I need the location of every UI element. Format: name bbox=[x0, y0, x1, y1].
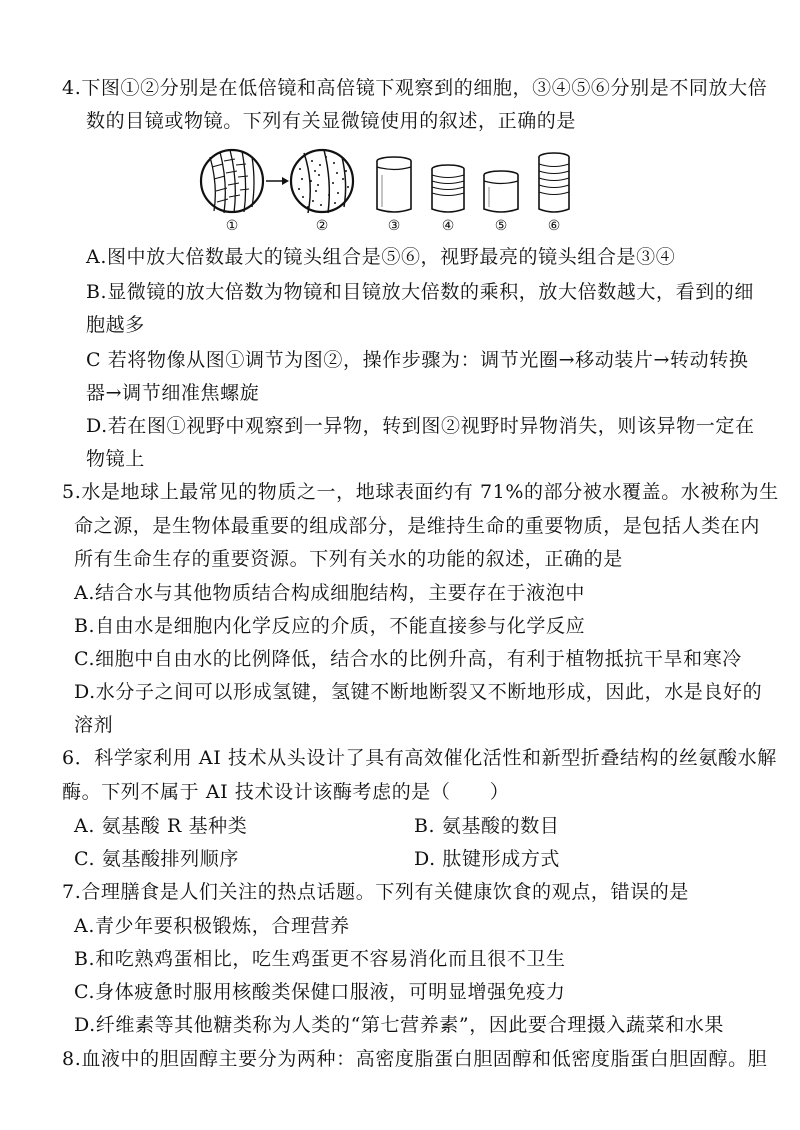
q5-stem-line-1: 5.水是地球上最常见的物质之一，地球表面约有 71%的部分被水覆盖。水被称为生 bbox=[62, 481, 779, 503]
q6-option-d: D. 肽键形成方式 bbox=[414, 848, 561, 870]
q7-option-a: A.青少年要积极锻炼，合理营养 bbox=[74, 915, 350, 937]
q7-stem: 7.合理膳食是人们关注的热点话题。下列有关健康饮食的观点，错误的是 bbox=[62, 881, 689, 903]
low-power-view-image bbox=[201, 150, 263, 213]
q5-stem-line-2: 命之源，是生物体最重要的组成部分，是维持生命的重要物质，是包括人类在内 bbox=[74, 515, 761, 537]
q4-stem-line-1: 4.下图①②分别是在低倍镜和高倍镜下观察到的细胞，③④⑤⑥分别是不同放大倍 bbox=[62, 77, 768, 99]
q6-option-b: B. 氨基酸的数目 bbox=[414, 815, 560, 837]
q5-option-c: C.细胞中自由水的比例降低，结合水的比例升高，有利于植物抵抗干旱和寒冷 bbox=[74, 648, 742, 670]
q6-option-c: C. 氨基酸排列顺序 bbox=[74, 848, 239, 870]
q7-option-b: B.和吃熟鸡蛋相比，吃生鸡蛋更不容易消化而且很不卫生 bbox=[74, 948, 566, 970]
q7-option-d: D.纤维素等其他糖类称为人类的“第七营养素”，因此要合理摄入蔬菜和水果 bbox=[74, 1014, 725, 1036]
q5-option-d-line-1: D.水分子之间可以形成氢键，氢键不断地断裂又不断地形成，因此，水是良好的 bbox=[74, 681, 763, 703]
figure-label-5: ⑤ bbox=[494, 218, 508, 234]
eyepiece-3-icon bbox=[377, 157, 411, 212]
q4-option-d-line-1: D.若在图①视野中观察到一异物，转到图②视野时异物消失，则该异物一定在 bbox=[86, 415, 755, 437]
q6-stem-line-2: 酶。下列不属于 AI 技术设计该酶考虑的是（ ） bbox=[62, 781, 510, 803]
q4-option-a: A.图中放大倍数最大的镜头组合是⑤⑥，视野最亮的镜头组合是③④ bbox=[86, 246, 676, 268]
q4-option-c-line-1: C 若将物像从图①调节为图②，操作步骤为：调节光圈→移动装片→转动转换 bbox=[86, 349, 749, 371]
figure-label-6: ⑥ bbox=[547, 218, 561, 234]
q7-option-c: C.身体疲惫时服用核酸类保健口服液，可明显增强免疫力 bbox=[74, 981, 566, 1003]
q5-option-d-line-2: 溶剂 bbox=[74, 714, 114, 736]
q6-stem-line-1: 6．科学家利用 AI 技术从头设计了具有高效催化活性和新型折叠结构的丝氨酸水解 bbox=[62, 747, 777, 769]
q4-option-b-line-2: 胞越多 bbox=[86, 314, 145, 336]
q5-stem-line-3: 所有生命生存的重要资源。下列有关水的功能的叙述，正确的是 bbox=[74, 548, 623, 570]
q4-option-b-line-1: B.显微镜的放大倍数为物镜和目镜放大倍数的乘积，放大倍数越大，看到的细 bbox=[86, 281, 755, 303]
microscope-figure bbox=[196, 145, 576, 237]
q5-option-b: B.自由水是细胞内化学反应的介质，不能直接参与化学反应 bbox=[74, 615, 586, 637]
q8-stem-line-1: 8.血液中的胆固醇主要分为两种：高密度脂蛋白胆固醇和低密度脂蛋白胆固醇。胆 bbox=[62, 1048, 768, 1070]
eyepiece-4-icon bbox=[432, 165, 464, 212]
q4-stem-line-2: 数的目镜或物镜。下列有关显微镜使用的叙述，正确的是 bbox=[86, 110, 577, 132]
arrow-icon bbox=[266, 177, 289, 185]
figure-label-2: ② bbox=[315, 218, 329, 234]
figure-label-3: ③ bbox=[387, 218, 401, 234]
q5-option-a: A.结合水与其他物质结合构成细胞结构，主要存在于液泡中 bbox=[74, 582, 585, 604]
q6-option-a: A. 氨基酸 R 基种类 bbox=[74, 815, 248, 837]
high-power-view-image bbox=[291, 150, 353, 213]
figure-label-4: ④ bbox=[441, 218, 455, 234]
objective-5-icon bbox=[484, 171, 518, 212]
microscope-figure-drawing bbox=[196, 145, 576, 219]
figure-label-1: ① bbox=[225, 218, 239, 234]
objective-6-icon bbox=[539, 153, 569, 212]
q4-option-d-line-2: 物镜上 bbox=[86, 448, 145, 470]
q4-option-c-line-2: 器→调节细准焦螺旋 bbox=[86, 382, 260, 404]
